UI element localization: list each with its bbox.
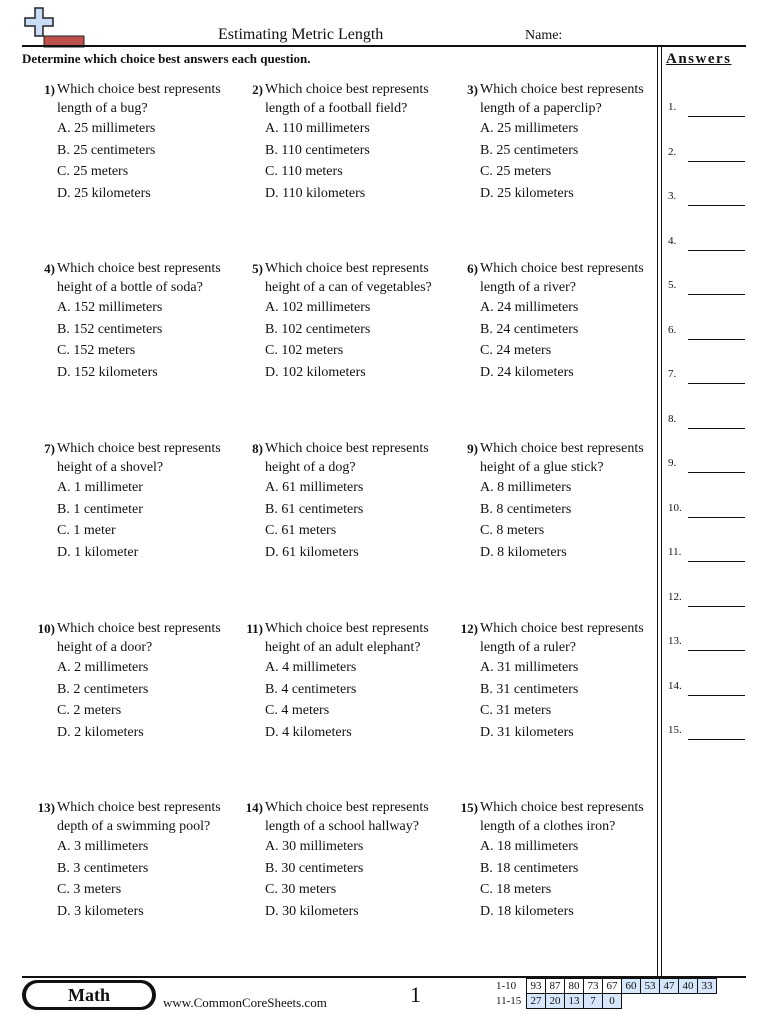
answer-choice: D. 1 kilometer xyxy=(57,545,139,561)
question-3 xyxy=(467,81,652,204)
answer-blank[interactable] xyxy=(688,383,745,384)
answer-choice: C. 102 meters xyxy=(265,343,344,359)
question-text: Which choice best represents length of a river? xyxy=(480,261,644,295)
score-cell: 80 xyxy=(565,979,584,994)
score-cell: 20 xyxy=(546,994,565,1009)
answer-choice: C. 30 meters xyxy=(265,882,337,898)
question-6 xyxy=(467,260,652,383)
score-cell: 7 xyxy=(584,994,603,1009)
answer-number: 6. xyxy=(668,323,677,336)
question-number: 10) xyxy=(37,621,55,636)
answer-blank[interactable] xyxy=(688,339,745,340)
answer-choice: A. 4 millimeters xyxy=(265,660,357,675)
score-cell: 60 xyxy=(622,979,641,994)
answer-blank[interactable] xyxy=(688,517,745,518)
answer-choice: A. 8 millimeters xyxy=(480,480,572,495)
answer-blank[interactable] xyxy=(688,739,745,740)
answer-choice: D. 24 kilometers xyxy=(480,365,574,381)
answer-choice: D. 30 kilometers xyxy=(265,904,359,920)
answer-number: 5. xyxy=(668,279,677,291)
answer-choice: B. 24 centimeters xyxy=(480,321,579,337)
answer-line[interactable] xyxy=(668,546,746,566)
answer-choice: C. 25 meters xyxy=(57,164,129,180)
question-9 xyxy=(467,440,652,563)
question-text: Which choice best represents height of a dog? xyxy=(265,441,429,475)
answer-choice: D. 25 kilometers xyxy=(57,186,151,202)
answer-choice: C. 24 meters xyxy=(480,343,552,359)
answer-choice: A. 102 millimeters xyxy=(265,300,371,315)
answer-choice: D. 25 kilometers xyxy=(480,186,574,202)
score-cell: 93 xyxy=(527,979,546,994)
score-cell: 40 xyxy=(679,979,698,994)
answer-choice: C. 2 meters xyxy=(57,703,122,719)
question-number: 12) xyxy=(460,621,478,636)
answer-choice: A. 25 millimeters xyxy=(57,121,156,136)
question-11 xyxy=(246,620,445,743)
page-number: 1 xyxy=(410,982,421,1007)
question-text: Which choice best represents length of a clothes iron? xyxy=(480,800,644,834)
question-1 xyxy=(44,81,227,204)
answer-choice: A. 30 millimeters xyxy=(265,839,364,854)
answer-choice: D. 2 kilometers xyxy=(57,725,144,741)
answer-choice: C. 25 meters xyxy=(480,164,552,180)
answer-line[interactable] xyxy=(668,324,746,344)
name-label: Name: xyxy=(525,28,563,43)
answer-blank[interactable] xyxy=(688,250,745,251)
score-cell: 33 xyxy=(698,979,717,994)
instructions: Determine which choice best answers each question. xyxy=(22,51,311,66)
question-number: 8) xyxy=(252,441,263,456)
answer-choice: B. 25 centimeters xyxy=(57,142,156,158)
answer-choice: D. 3 kilometers xyxy=(57,904,144,920)
answer-blank[interactable] xyxy=(688,650,745,651)
score-cell: 0 xyxy=(603,994,622,1009)
answer-number: 3. xyxy=(668,190,677,202)
answer-choice: B. 110 centimeters xyxy=(265,142,370,158)
score-row-label: 1-10 xyxy=(496,980,517,992)
answer-choice: A. 3 millimeters xyxy=(57,839,149,854)
answer-line[interactable] xyxy=(668,235,746,255)
answer-choice: B. 25 centimeters xyxy=(480,142,579,158)
answer-choice: D. 4 kilometers xyxy=(265,725,352,741)
answer-number: 7. xyxy=(668,368,677,380)
answer-line[interactable] xyxy=(668,368,746,388)
answer-choice: B. 31 centimeters xyxy=(480,681,579,697)
answer-line[interactable] xyxy=(668,279,746,299)
question-number: 7) xyxy=(44,441,55,456)
answer-choice: B. 102 centimeters xyxy=(265,321,371,337)
score-cell: 13 xyxy=(565,994,584,1009)
question-text: Which choice best represents length of a paperclip? xyxy=(480,82,644,116)
question-15 xyxy=(460,799,652,922)
answer-choice: A. 25 millimeters xyxy=(480,121,579,136)
answer-line[interactable] xyxy=(668,101,746,121)
answer-choice: B. 61 centimeters xyxy=(265,501,364,517)
plus-logo-icon xyxy=(22,6,88,48)
answer-number: 1. xyxy=(668,101,677,113)
question-text: Which choice best represents height of an adult elephant? xyxy=(265,621,429,655)
answer-blank[interactable] xyxy=(688,695,745,696)
answer-choice: A. 24 millimeters xyxy=(480,300,579,315)
answer-choice: D. 31 kilometers xyxy=(480,725,574,741)
answer-choice: D. 110 kilometers xyxy=(265,186,366,202)
worksheet-title: Estimating Metric Length xyxy=(218,26,384,43)
answer-choice: A. 110 millimeters xyxy=(265,121,370,136)
question-number: 9) xyxy=(467,441,478,456)
question-number: 13) xyxy=(37,800,55,815)
answer-line[interactable] xyxy=(668,457,746,477)
question-13 xyxy=(37,799,227,922)
answer-choice: B. 4 centimeters xyxy=(265,681,357,697)
answer-number: 13. xyxy=(668,635,682,647)
answer-blank[interactable] xyxy=(688,428,745,429)
answer-choice: D. 8 kilometers xyxy=(480,545,567,561)
answer-line[interactable] xyxy=(668,502,746,522)
question-12 xyxy=(460,620,652,743)
answer-line[interactable] xyxy=(668,591,746,611)
question-14 xyxy=(245,799,445,922)
question-number: 3) xyxy=(467,82,478,97)
answer-blank[interactable] xyxy=(688,606,745,607)
score-cell: 53 xyxy=(641,979,660,994)
answer-number: 15. xyxy=(668,724,682,736)
question-number: 4) xyxy=(44,261,55,276)
website-link[interactable]: www.CommonCoreSheets.com xyxy=(163,995,327,1010)
question-number: 15) xyxy=(460,800,478,815)
question-4 xyxy=(44,260,227,383)
question-number: 6) xyxy=(467,261,478,276)
score-row xyxy=(496,979,717,994)
question-2 xyxy=(252,81,445,204)
answer-line[interactable] xyxy=(668,635,746,655)
answer-blank[interactable] xyxy=(688,561,745,562)
question-5 xyxy=(252,260,445,383)
score-table xyxy=(496,978,717,1009)
score-row-label: 11-15 xyxy=(496,995,522,1007)
answer-number: 11. xyxy=(668,546,682,558)
answer-choice: C. 152 meters xyxy=(57,343,136,359)
answer-choice: B. 3 centimeters xyxy=(57,860,149,876)
answer-column-divider-inner xyxy=(661,45,662,976)
question-text: Which choice best represents height of a bottle of soda? xyxy=(57,261,221,295)
score-cell: 27 xyxy=(527,994,546,1009)
answer-choice: B. 18 centimeters xyxy=(480,860,579,876)
question-number: 5) xyxy=(252,261,263,276)
answer-blank[interactable] xyxy=(688,294,745,295)
answer-number: 14. xyxy=(668,679,682,692)
answer-choice: B. 30 centimeters xyxy=(265,860,364,876)
question-text: Which choice best represents length of a bug? xyxy=(57,82,221,116)
answer-choice: A. 31 millimeters xyxy=(480,660,579,675)
answer-choice: D. 102 kilometers xyxy=(265,365,366,381)
question-text: Which choice best represents length of a school hallway? xyxy=(265,800,429,834)
answer-choice: B. 8 centimeters xyxy=(480,501,572,517)
answer-number: 2. xyxy=(668,145,677,158)
score-row xyxy=(496,994,717,1009)
answer-choice: C. 1 meter xyxy=(57,523,116,539)
header-divider xyxy=(22,45,746,47)
answer-choice: D. 61 kilometers xyxy=(265,545,359,561)
math-badge-label: Math xyxy=(26,983,152,1007)
question-number: 14) xyxy=(245,800,263,815)
answer-choice: C. 31 meters xyxy=(480,703,552,719)
answer-choice: A. 61 millimeters xyxy=(265,480,364,495)
answer-line[interactable] xyxy=(668,190,746,210)
score-cell: 47 xyxy=(660,979,679,994)
question-text: Which choice best represents height of a door? xyxy=(57,621,221,655)
answer-choice: A. 152 millimeters xyxy=(57,300,163,315)
answer-choice: C. 110 meters xyxy=(265,164,343,180)
answer-number: 12. xyxy=(668,590,682,603)
answer-choice: B. 2 centimeters xyxy=(57,681,149,697)
score-cell: 87 xyxy=(546,979,565,994)
question-text: Which choice best represents height of a can of vegetables? xyxy=(265,261,432,295)
answer-number: 9. xyxy=(668,457,677,469)
answers-heading: Answers xyxy=(666,51,732,67)
question-text: Which choice best represents length of a ruler? xyxy=(480,621,644,655)
question-number: 1) xyxy=(44,82,55,97)
answer-number: 8. xyxy=(668,412,677,425)
answer-choice: A. 18 millimeters xyxy=(480,839,579,854)
answer-choice: C. 8 meters xyxy=(480,523,545,539)
question-10 xyxy=(37,620,227,743)
answer-number: 10. xyxy=(668,501,682,514)
answer-blank[interactable] xyxy=(688,472,745,473)
question-text: Which choice best represents length of a football field? xyxy=(265,82,429,116)
answer-choice: D. 18 kilometers xyxy=(480,904,574,920)
question-number: 11) xyxy=(246,621,263,636)
answer-blank[interactable] xyxy=(688,116,745,117)
answer-line[interactable] xyxy=(668,680,746,700)
score-cell: 67 xyxy=(603,979,622,994)
question-text: Which choice best represents depth of a swimming pool? xyxy=(57,800,221,834)
question-text: Which choice best represents height of a glue stick? xyxy=(480,441,644,475)
question-7 xyxy=(44,440,227,563)
answer-choice: C. 3 meters xyxy=(57,882,122,898)
question-text: Which choice best represents height of a shovel? xyxy=(57,441,221,475)
answer-choice: D. 152 kilometers xyxy=(57,365,158,381)
answer-line[interactable] xyxy=(668,724,746,744)
score-cell: 73 xyxy=(584,979,603,994)
answer-blank[interactable] xyxy=(688,205,745,206)
question-8 xyxy=(252,440,445,563)
answer-choice: B. 152 centimeters xyxy=(57,321,163,337)
answer-blank[interactable] xyxy=(688,161,745,162)
answer-choice: B. 1 centimeter xyxy=(57,501,143,517)
answer-choice: C. 18 meters xyxy=(480,882,552,898)
answer-number: 4. xyxy=(668,234,677,247)
math-badge xyxy=(22,980,156,1010)
answer-choice: C. 4 meters xyxy=(265,703,330,719)
answer-column-divider xyxy=(657,45,658,976)
answer-choice: A. 1 millimeter xyxy=(57,480,143,495)
answer-line[interactable] xyxy=(668,413,746,433)
question-number: 2) xyxy=(252,82,263,97)
answer-line[interactable] xyxy=(668,146,746,166)
answer-choice: C. 61 meters xyxy=(265,523,337,539)
answer-choice: A. 2 millimeters xyxy=(57,660,149,675)
